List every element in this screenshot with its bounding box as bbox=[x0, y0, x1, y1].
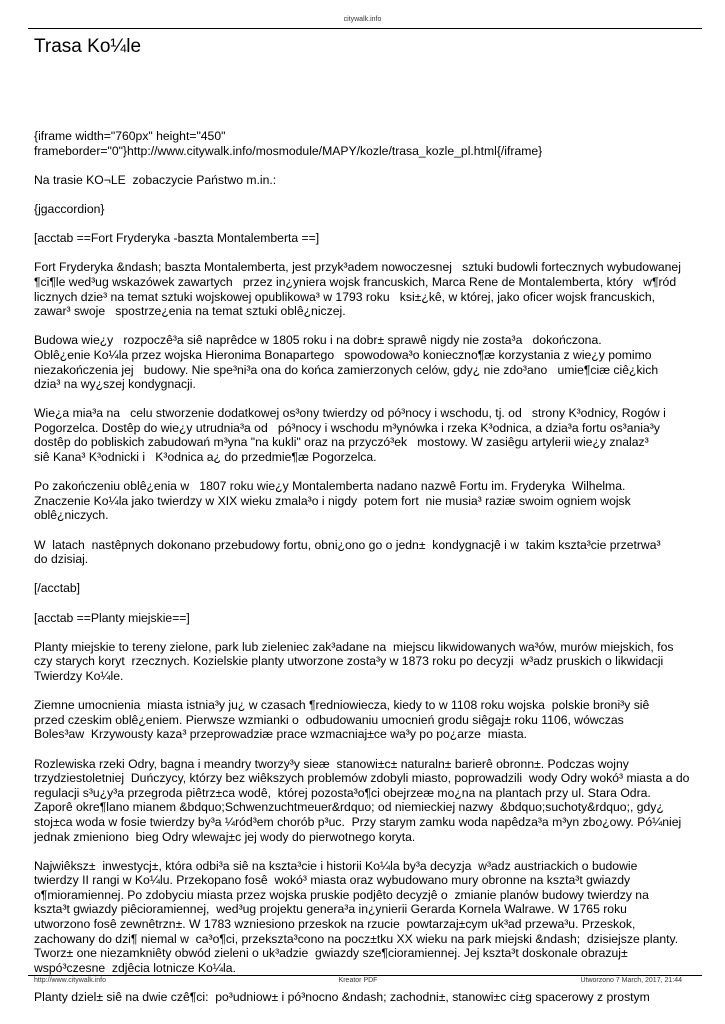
paragraph-acctab-fort-open: [acctab ==Fort Fryderyka -baszta Montalemberta ==] bbox=[34, 231, 320, 246]
paragraph-fort-2: Budowa wie¿y rozpoczê³a siê naprêdce w 1805 roku i na dobr± sprawê nigdy nie zosta³a dokończona. Oblê¿enie Ko¼la przez wojska Hieronima Bonapartego spowodowa³o konieczno¶æ korzystania z wie¿y pomimo niezakończenia jej budowy. Nie spe³ni³a ona do końca zamierzonych celów, gdy¿ nie zdo³ano umie¶ciæ ciê¿kich dzia³ na wy¿szej kondygnacji. bbox=[34, 333, 659, 392]
paragraph-acctab-close: [/acctab] bbox=[34, 581, 81, 596]
footer-divider bbox=[28, 975, 702, 976]
paragraph-fort-4: Po zakończeniu oblê¿enia w 1807 roku wie¿y Montalemberta nadano nazwê Fortu im. Fryderyka Wilhelma. Znaczenie Ko¼la jako twierdzy w XIX wieku zmala³o i nigdy potem fort nie musia³ raziæ swoim ogniem wojsk oblê¿niczych. bbox=[34, 479, 631, 523]
footer-url: http://www.citywalk.info bbox=[34, 977, 106, 984]
paragraph-intro: Na trasie KO¬LE zobaczycie Państwo m.in.: bbox=[34, 172, 277, 187]
paragraph-planty-3: Rozlewiska rzeki Odry, bagna i meandry tworzy³y sieæ stanowi±c± naturaln± barierê obronn±. Podczas wojny trzydziestoletniej Duńczycy, którzy bez wiêkszych problemów zdobyli miasto, poprowadzili wody Odry wokó³ miasta a do regulacji s³u¿y³a przegroda piêtrz±ca wodê, której pozosta³o¶ci obejrzeæ mo¿na na plantach przy ul. Stara Odra. Zaporê okre¶lano mianem &bdquo;Schwenzuchtmeuer&rdquo; od niemieckiej nazwy &bdquo;suchoty&rdquo;, gdy¿ stoj±ca woda w fosie twierdzy by³a ¼ród³em chorób p³uc. Przy starym zamku woda napêdza³a m³yn zbo¿owy. Pó¼niej jednak zmieniono bieg Odry wlewaj±c jej wody do pierwotnego koryta. bbox=[34, 756, 690, 844]
paragraph-acctab-planty-open: [acctab ==Planty miejskie==] bbox=[34, 610, 190, 625]
paragraph-planty-4: Najwiêksz± inwestycj±, która odbi³a siê na kszta³cie i historii Ko¼la by³a decyzja w³adz austriackich o budowie twierdzy II rangi w Ko¼lu. Przekopano fosê wokó³ miasta oraz wybudowano mury obronne na kszta³t gwiazdy o¶mioramiennej. Po zdobyciu miasta przez wojska pruskie podjêto decyzjê o zmianie planów budowy twierdzy na kszta³t gwiazdy piêcioramiennej, wed³ug projektu genera³a in¿ynierii Gerarda Kornela Walrawe. W 1765 roku utworzono fosê zewnêtrzn±. W 1783 wzniesiono przeskok na rzucie powtarzaj±cym uk³ad przewa³u. Przeskok, zachowany do dzi¶ niemal w ca³o¶ci, przekszta³cono na pocz±tku XX wieku na park miejski &ndash; dzisiejsze planty. Tworz± one niezamkniêty obwód zieleni o uk³adzie gwiazdy sze¶cioramiennej. Jej kszta³t doskonale obrazuj± wspó³czesne zdjêcia lotnicze Ko¼la. bbox=[34, 858, 679, 975]
paragraph-planty-1: Planty miejskie to tereny zielone, park lub zieleniec zak³adane na miejscu likwidowanych wa³ów, murów miejskich, fos czy starych koryt rzecznych. Kozielskie planty utworzone zosta³y w 1873 roku po decyzji w³adz pruskich o likwidacji Twierdzy Ko¼le. bbox=[34, 639, 674, 683]
paragraph-fort-3: Wie¿a mia³a na celu stworzenie dodatkowej os³ony twierdzy od pó³nocy i wschodu, tj. od strony K³odnicy, Rogów i Pogorzelca. Dostêp do wie¿y utrudnia³a od pó³nocy i wschodu m³ynówka i rzeka K³odnica, a dzia³a fortu os³ania³y dostêp do pobliskich zabudowań m³yna "na kukli" oraz na przyczó³ek mostowy. W zasiêgu artylerii wie¿y znalaz³ siê Kana³ K³odnicki i K³odnica a¿ do przedmie¶æ Pogorzelca. bbox=[34, 406, 666, 465]
footer-created-date: Utworzono 7 March, 2017, 21:44 bbox=[580, 977, 682, 984]
paragraph-accordion-tag: {jgaccordion} bbox=[34, 201, 105, 216]
article-body bbox=[34, 129, 696, 1019]
paragraph-iframe-code: {iframe width="760px" height="450" frameborder="0"}http://www.citywalk.info/mosmodule/MAPY/kozle/trasa_kozle_pl.html{/iframe} bbox=[34, 129, 543, 158]
paragraph-fort-5: W latach nastêpnych dokonano przebudowy fortu, obni¿ono go o jedn± kondygnacjê i w takim kszta³cie przetrwa³ do dzisiaj. bbox=[34, 537, 661, 567]
paragraph-planty-5: Planty dziel± siê na dwie czê¶ci: po³udniow± i pó³nocno &ndash; zachodni±, stanowi±c ci±g spacerowy z prostym bbox=[34, 990, 650, 1005]
paragraph-planty-2: Ziemne umocnienia miasta istnia³y ju¿ w czasach ¶redniowiecza, kiedy to w 1108 roku wojska polskie broni³y siê przed czeskim oblê¿eniem. Pierwsze wzmianki o odbudowaniu umocnień grodu siêgaj± roku 1106, wówczas Boles³aw Krzywousty kaza³ przeprowadziæ prace wzmacniaj±ce wa³y po po¿arze miasta. bbox=[34, 698, 650, 742]
paragraph-fort-1: Fort Fryderyka &ndash; baszta Montalemberta, jest przyk³adem nowoczesnej sztuki budowli fortecznych wybudowanej ¶ci¶le wed³ug wskazówek zawartych przez in¿yniera wojsk francuskich, Marca Rene de Montalemberta, który w¶ród licznych dzie³ na temat sztuki wojskowej opublikowa³ w 1793 roku ksi±¿kê, w której, jako oficer wojsk francuskich, zawar³ swoje spostrze¿enia na temat sztuki oblê¿niczej. bbox=[34, 260, 681, 319]
page-title: Trasa Ko¼le bbox=[34, 36, 142, 57]
footer-creator: Kreator PDF bbox=[338, 977, 378, 984]
header-divider bbox=[28, 28, 702, 29]
header-site-name: citywalk.info bbox=[343, 16, 382, 23]
